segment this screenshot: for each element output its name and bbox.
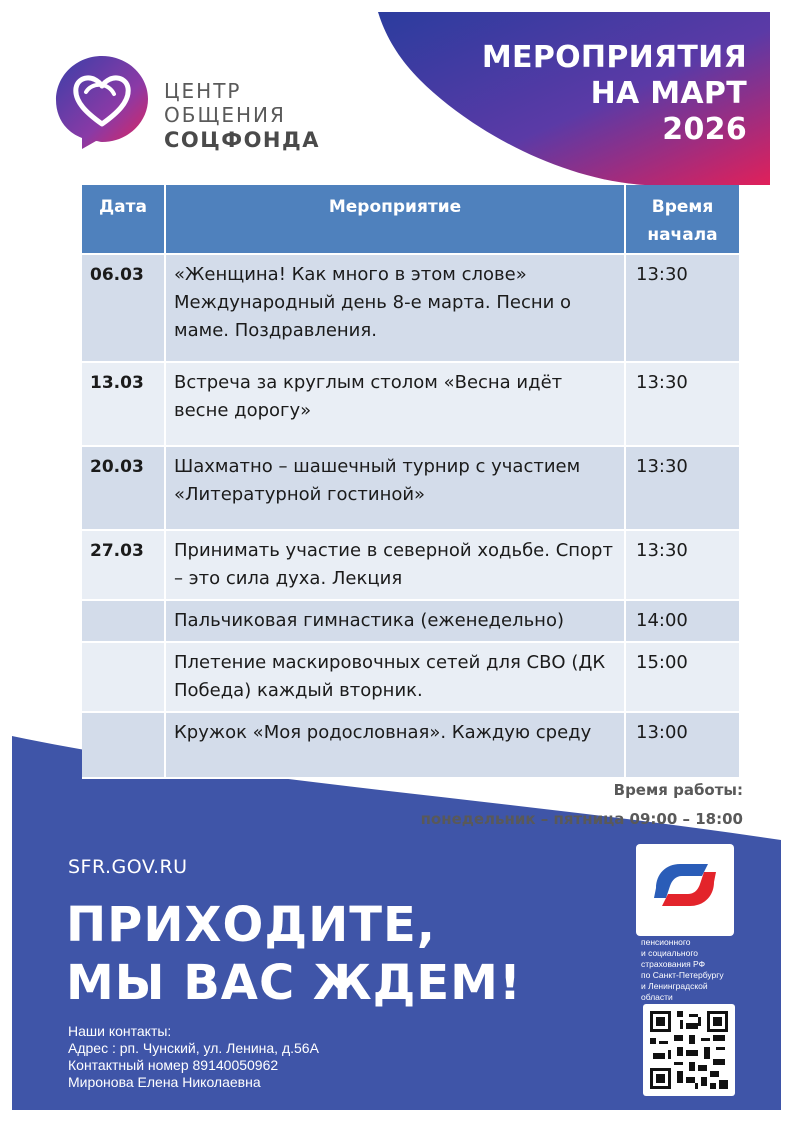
header-time-line2: начала	[647, 225, 718, 245]
row-time: 13:30	[625, 530, 739, 600]
contacts-block	[68, 1023, 319, 1091]
row-time: 14:00	[625, 600, 739, 642]
row-event: «Женщина! Как много в этом слове» Международный день 8-е марта. Песни о маме. Поздравления.	[165, 254, 625, 362]
title-line-2: НА МАРТ	[590, 76, 747, 111]
row-time: 13:30	[625, 446, 739, 530]
table-row	[82, 362, 739, 446]
contacts-address: Адрес : рп. Чунский, ул. Ленина, д.56А	[68, 1040, 319, 1056]
table-row	[82, 642, 739, 712]
row-date	[82, 600, 165, 642]
slogan-line-1: ПРИХОДИТЕ,	[66, 897, 437, 953]
row-event: Шахматно – шашечный турнир с участием «Литературной гостиной»	[165, 446, 625, 530]
contacts-phone: Контактный номер 89140050962	[68, 1057, 279, 1073]
row-date	[82, 712, 165, 778]
slogan-line-2: МЫ ВАС ЖДЕМ!	[66, 955, 522, 1011]
sfr-caption-line: страхования РФ	[641, 959, 706, 969]
row-time: 15:00	[625, 642, 739, 712]
sfr-caption-line: и социального	[641, 948, 698, 958]
work-hours-value: понедельник – пятница 09:00 – 18:00	[420, 810, 743, 828]
row-date	[82, 642, 165, 712]
header-event: Мероприятие	[165, 185, 625, 254]
table-row	[82, 600, 739, 642]
row-time: 13:00	[625, 712, 739, 778]
title-line-3: 2026	[662, 112, 747, 147]
work-hours-label: Время работы:	[613, 781, 743, 799]
header-time	[625, 185, 739, 254]
sfr-caption	[641, 926, 761, 1003]
sfr-caption-line: по Санкт-Петербургу	[641, 970, 724, 980]
row-date: 20.03	[82, 446, 165, 530]
sfr-caption-line: пенсионного	[641, 937, 691, 947]
row-event: Плетение маскировочных сетей для СВО (ДК Победа) каждый вторник.	[165, 642, 625, 712]
table-row	[82, 254, 739, 362]
contacts-heading: Наши контакты:	[68, 1023, 172, 1039]
website-link[interactable]: SFR.GOV.RU	[68, 856, 188, 878]
row-event: Принимать участие в северной ходьбе. Спорт – это сила духа. Лекция	[165, 530, 625, 600]
header-date: Дата	[82, 185, 165, 254]
qr-code-icon[interactable]	[650, 1011, 728, 1089]
sfr-caption-line: и Ленинградской	[641, 981, 708, 991]
events-table	[82, 185, 739, 779]
heart-speech-logo-icon	[52, 52, 152, 150]
logo-text	[164, 79, 320, 153]
logo-line-1: ЦЕНТР	[164, 79, 242, 103]
title-line-1: МЕРОПРИЯТИЯ	[481, 40, 747, 75]
contacts-person: Миронова Елена Николаевна	[68, 1074, 261, 1090]
row-event: Встреча за круглым столом «Весна идёт весне дорогу»	[165, 362, 625, 446]
logo-line-2: ОБЩЕНИЯ	[164, 103, 286, 127]
logo-line-3: СОЦФОНДА	[164, 128, 320, 152]
sfr-logo-icon	[648, 852, 722, 918]
table-row	[82, 712, 739, 778]
row-date: 13.03	[82, 362, 165, 446]
table-row	[82, 446, 739, 530]
row-date: 27.03	[82, 530, 165, 600]
row-event: Кружок «Моя родословная». Каждую среду	[165, 712, 625, 778]
table-row	[82, 530, 739, 600]
sfr-caption-line: области	[641, 992, 673, 1002]
sfr-caption-line: Отделение Фонда	[641, 926, 713, 936]
row-time: 13:30	[625, 254, 739, 362]
row-date: 06.03	[82, 254, 165, 362]
row-time: 13:30	[625, 362, 739, 446]
page-title	[482, 40, 747, 148]
row-event: Пальчиковая гимнастика (еженедельно)	[165, 600, 625, 642]
slogan	[66, 896, 522, 1012]
header-time-line1: Время	[651, 197, 714, 217]
table-header-row	[82, 185, 739, 254]
